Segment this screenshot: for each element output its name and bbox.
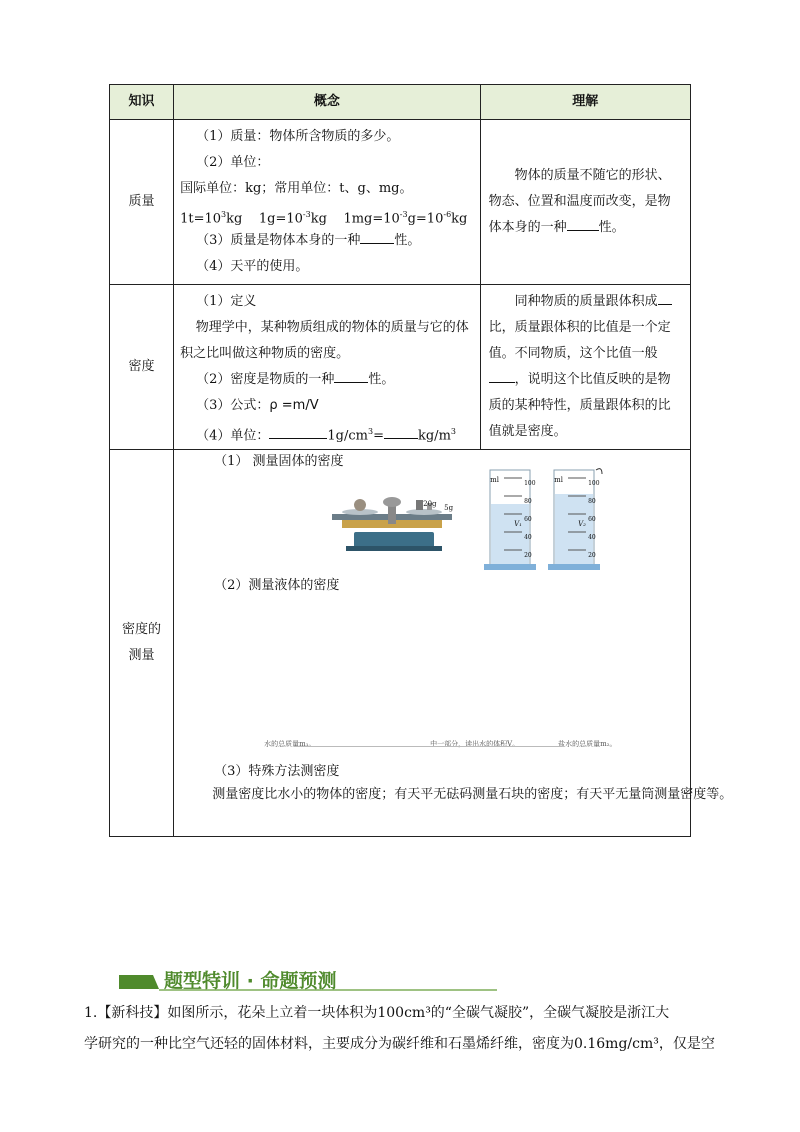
table-row-mass	[110, 120, 691, 285]
blank	[269, 424, 327, 439]
category-mass: 质量	[110, 120, 174, 285]
header-understanding: 理解	[480, 85, 690, 120]
blank	[384, 424, 418, 439]
density-concept-3: （3）公式：ρ =m/V	[196, 398, 319, 413]
concept-mass	[174, 120, 481, 285]
concept-density	[174, 285, 481, 450]
category-density: 密度	[110, 285, 174, 450]
table-row-measurement	[110, 450, 691, 837]
blank	[360, 229, 394, 244]
caption-middle: 中一部分，读出水的体积V。	[430, 740, 520, 748]
section-title: 题型特训 · 命题预测	[164, 970, 337, 992]
measurement-cell: （1） 测量固体的密度 20g 5g ml ml 100 80 60 40 20 100 80 60 40 20 V₁ V₂ （2）测量液体的密度 水的总质量m₁。 中一部分，读出水的体积V。 盐水的总质量m₂。 （3）特殊方法测密度 测量密度比水小的物体的密度；有天平无砝码测量石块的密度；有天平无量筒测量密度等。	[174, 450, 691, 837]
measure-special-label: （3）特殊方法测密度	[214, 764, 340, 779]
density-definition: 物理学中，某种物质组成的物体的质量与它的体积之比叫做这种物质的密度。	[180, 320, 469, 361]
category-measurement: 密度的 测量	[110, 450, 174, 837]
understanding-mass: 物体的质量不随它的形状、物态、位置和温度而改变，是物体本身的一种 性。	[480, 120, 690, 285]
weight-label-20g: 20g	[423, 500, 437, 508]
density-concept-1: （1）定义	[196, 294, 257, 309]
caption-right: 盐水的总质量m₂。	[558, 740, 617, 748]
mass-unit-conversions: $1t=10^3kg$ $1g=10^{-3}kg$ $1mg=10^{-3}g=10^{-6}kg$	[180, 210, 468, 227]
caption-left: 水的总质量m₁。	[264, 740, 316, 748]
question-line-1: 1.【新科技】如图所示，花朵上立着一块体积为100cm³的“全碳气凝胶”，全碳气凝胶是浙江大	[84, 1005, 670, 1021]
cylinder-label-v2: V₂	[578, 520, 586, 528]
mass-concept-units: 国际单位：kg；常用单位：t、g、mg。	[180, 181, 413, 196]
weight-label-5g: 5g	[444, 504, 454, 512]
density-formula: ρ =m/V	[269, 398, 319, 413]
header-concept: 概念	[174, 85, 481, 120]
blank	[334, 368, 368, 383]
blank	[658, 290, 672, 305]
header-knowledge: 知识	[110, 85, 174, 120]
mass-concept-2: （2）单位：	[196, 155, 270, 170]
question-line-2: 学研究的一种比空气还轻的固体材料，主要成分为碳纤维和石墨烯纤维，密度为0.16mg/cm³，仅是空	[84, 1036, 715, 1052]
mass-concept-4: （4）天平的使用。	[196, 259, 309, 274]
mass-concept-1: （1）质量：物体所含物质的多少。	[196, 129, 400, 144]
cylinder-label-v1: V₁	[514, 520, 522, 528]
understanding-density: 同种物质的质量跟体积成比，质量跟体积的比值是一个定值。不同物质，这个比值一般，说明这个比值反映的是物质的某种特性，质量跟体积的比值就是密度。	[480, 285, 690, 450]
knowledge-table	[109, 84, 733, 837]
table-row-density	[110, 285, 691, 450]
mass-concept-3: （3）质量是物体本身的一种 性。	[180, 228, 474, 254]
measure-liquid-label: （2）测量液体的密度	[214, 578, 340, 593]
measure-solid-label: （1） 测量固体的密度	[214, 454, 344, 469]
blank	[489, 368, 515, 383]
table-header-row	[110, 85, 691, 120]
blank	[567, 216, 599, 231]
measure-special-text: 测量密度比水小的物体的密度；有天平无砝码测量石块的密度；有天平无量筒测量密度等。	[212, 787, 733, 802]
density-concept-4: （4）单位： $1g/cm^3= kg/m^3$	[180, 419, 474, 445]
density-concept-2: （2）密度是物质的一种 性。	[180, 367, 474, 393]
